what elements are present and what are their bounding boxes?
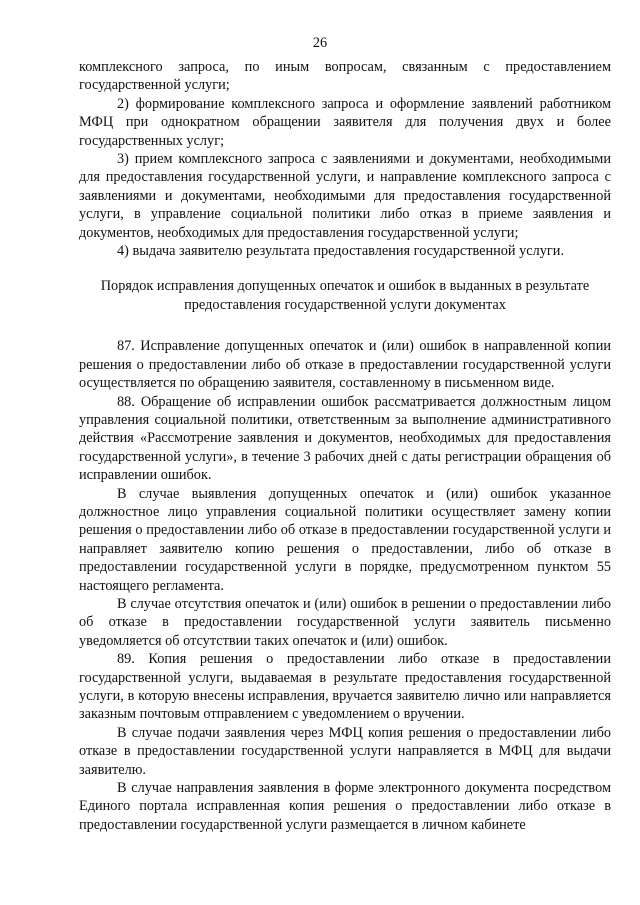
paragraph: 4) выдача заявителю результата предоставления государственной услуги. — [117, 243, 565, 260]
paragraph: 87. Исправление допущенных опечаток и (или) ошибок в направленной копии решения о предоставлении либо об отказе в предоставлении государственной услуги осуществляется по обращению заявителя, составленному в письменном виде. — [79, 338, 611, 392]
page-number: 26 — [312, 35, 328, 51]
paragraph: В случае отсутствия опечаток и (или) ошибок в решении о предоставлении либо об отказе в предоставлении государственной услуги заявитель письменно уведомляется об отсутствии таких опечаток и (или) ошибок. — [79, 595, 611, 649]
paragraph: В случае направления заявления в форме электронного документа посредством Единого портала исправленная копия решения о предоставлении либо отказе в предоставлении государственной услуги размещается в личном кабинете — [79, 780, 611, 833]
paragraph: 89. Копия решения о предоставлении либо отказе в предоставлении государственной услуги, выдаваемая в результате предоставления государственной услуги, в которую внесены исправления, вручается заявителю лично или направляется заказным почтовым отправлением с уведомлением о вручении. — [79, 651, 611, 723]
document-body — [79, 58, 611, 834]
paragraph: 88. Обращение об исправлении ошибок рассматривается должностным лицом управления социальной политики, ответственным за выполнение административного действия «Рассмотрение заявления и документов, необходимых для предоставления государственной услуги», в течение 3 рабочих дней с даты регистрации обращения об исправлении ошибок. — [79, 393, 611, 484]
paragraph: В случае подачи заявления через МФЦ копия решения о предоставлении либо отказе в предоставлении государственной услуги направляется в МФЦ для выдачи заявителю. — [79, 724, 611, 778]
paragraph: 3) прием комплексного запроса с заявлениями и документами, необходимыми для предоставления государственной услуги, и направление комплексного запроса с заявлениями и документами, необходимыми для предоставления государственной услуги, в управление социальной политики либо отказ в приеме заявления и документов, необходимых для предоставления государственной услуги; — [79, 151, 611, 241]
paragraph: 2) формирование комплексного запроса и оформление заявлений работником МФЦ при однократном обращении заявителя для получения двух и более государственных услуг; — [79, 95, 611, 149]
paragraph: В случае выявления допущенных опечаток и (или) ошибок указанное должностное лицо управления социальной политики осуществляет замену копии решения о предоставлении либо об отказе в предоставлении государственной услуги и направляет заявителю копию решения о предоставлении, либо об отказе в предоставлении государственной услуги в порядке, предусмотренном пунктом 55 настоящего регламента. — [79, 485, 611, 594]
paragraph: комплексного запроса, по иным вопросам, связанным с предоставлением государственной услуги; — [79, 59, 611, 94]
section-title: Порядок исправления допущенных опечаток и ошибок в выданных в результате предоставления государственной услуги документах — [100, 278, 590, 313]
